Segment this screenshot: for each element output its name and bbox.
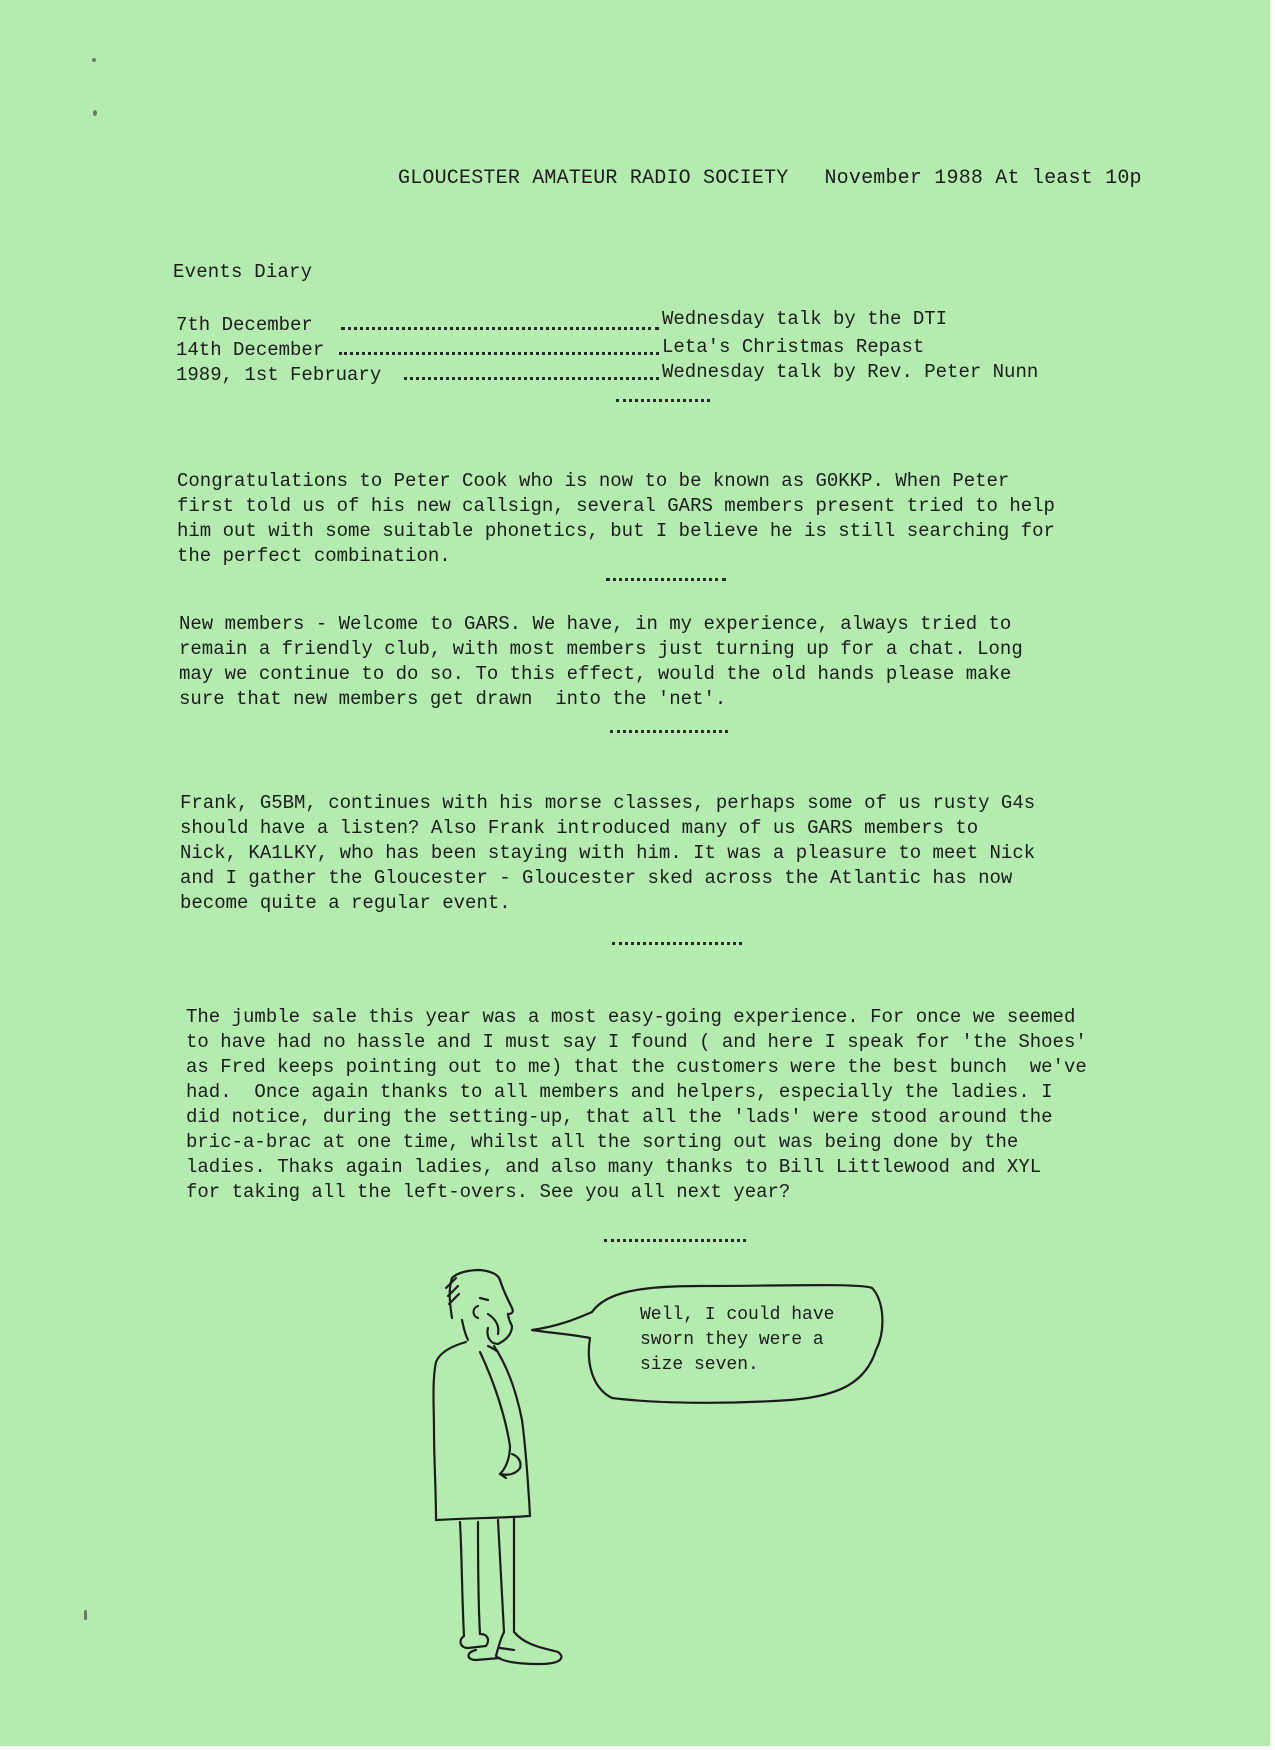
paragraph-line: Frank, G5BM, continues with his morse classes, perhaps some of us rusty G4s bbox=[180, 792, 1036, 814]
society-name: GLOUCESTER AMATEUR RADIO SOCIETY bbox=[398, 167, 789, 190]
issue-date-price: November 1988 At least 10p bbox=[824, 167, 1142, 190]
diary-entry-date: 7th December bbox=[176, 314, 313, 336]
diary-entry-event: Wednesday talk by the DTI bbox=[662, 308, 948, 330]
diary-entry-date: 1989, 1st February bbox=[176, 364, 382, 386]
diary-entry-event: Leta's Christmas Repast bbox=[662, 336, 925, 358]
paragraph-line: Congratulations to Peter Cook who is now to be known as G0KKP. When Peter bbox=[177, 470, 1010, 492]
paragraph-line: The jumble sale this year was a most easy-going experience. For once we seemed bbox=[186, 1006, 1076, 1028]
paragraph-line: and I gather the Gloucester - Gloucester sked across the Atlantic has now bbox=[180, 867, 1013, 889]
paragraph-line: ladies. Thaks again ladies, and also many thanks to Bill Littlewood and XYL bbox=[186, 1156, 1042, 1178]
paragraph-line: become quite a regular event. bbox=[180, 892, 511, 914]
paragraph-line: as Fred keeps pointing out to me) that the customers were the best bunch we've bbox=[186, 1056, 1087, 1078]
diary-entry-date: 14th December bbox=[176, 339, 325, 361]
paragraph-line: had. Once again thanks to all members and helpers, especially the ladies. I bbox=[186, 1081, 1053, 1103]
paragraph-line: to have had no hassle and I must say I found ( and here I speak for 'the Shoes' bbox=[186, 1031, 1087, 1053]
paragraph-line: New members - Welcome to GARS. We have, in my experience, always tried to bbox=[179, 613, 1012, 635]
paragraph-line: did notice, during the setting-up, that all the 'lads' were stood around the bbox=[186, 1106, 1053, 1128]
speech-bubble-text bbox=[640, 1303, 834, 1378]
paragraph-line: for taking all the left-overs. See you all next year? bbox=[186, 1181, 791, 1203]
paragraph-line: Nick, KA1LKY, who has been staying with him. It was a pleasure to meet Nick bbox=[180, 842, 1036, 864]
events-diary-title: Events Diary bbox=[173, 261, 313, 283]
paragraph-line: first told us of his new callsign, several GARS members present tried to help bbox=[177, 495, 1055, 517]
paragraph-line: bric-a-brac at one time, whilst all the sorting out was being done by the bbox=[186, 1131, 1019, 1153]
speech-line: size seven. bbox=[640, 1355, 759, 1375]
paragraph-line: the perfect combination. bbox=[177, 545, 451, 567]
speech-line: sworn they were a bbox=[640, 1330, 824, 1350]
speech-line: Well, I could have bbox=[640, 1305, 835, 1325]
paragraph-line: may we continue to do so. To this effect, would the old hands please make bbox=[179, 663, 1012, 685]
diary-entry-event: Wednesday talk by Rev. Peter Nunn bbox=[662, 361, 1039, 383]
paragraph-line: should have a listen? Also Frank introduced many of us GARS members to bbox=[180, 817, 979, 839]
paragraph-line: sure that new members get drawn into the 'net'. bbox=[179, 688, 727, 710]
paragraph-line: remain a friendly club, with most members just turning up for a chat. Long bbox=[179, 638, 1023, 660]
paragraph-line: him out with some suitable phonetics, but I believe he is still searching for bbox=[177, 520, 1055, 542]
